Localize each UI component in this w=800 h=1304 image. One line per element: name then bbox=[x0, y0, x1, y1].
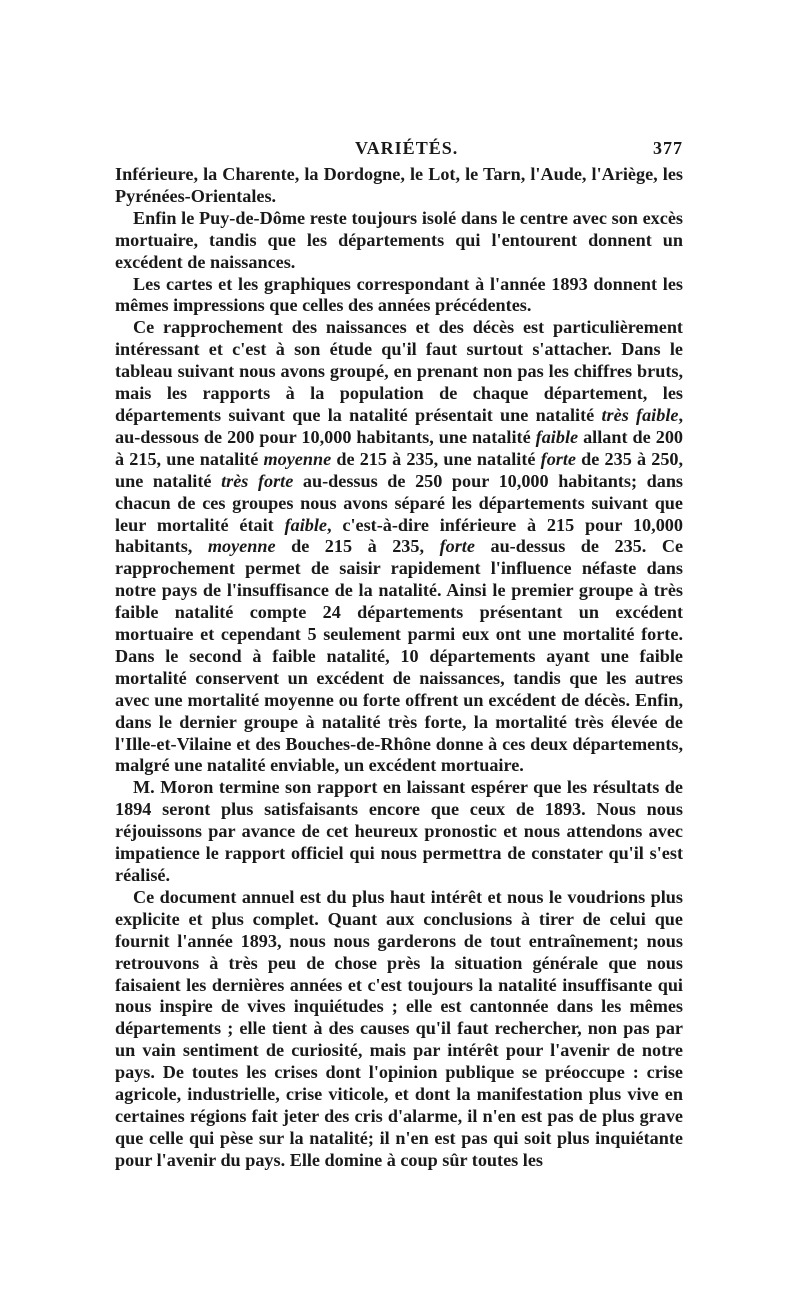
p4-emphasis-forte: forte bbox=[540, 448, 576, 469]
running-head bbox=[115, 138, 683, 164]
p4-emphasis-tres-faible: très faible bbox=[601, 404, 679, 425]
section-title: VARIÉTÉS. bbox=[355, 138, 459, 158]
page-number: 377 bbox=[653, 138, 683, 158]
p4-emphasis-mortalite-moyenne: moyenne bbox=[207, 536, 276, 557]
p4-text-4: de 215 à 235, une natalité bbox=[336, 448, 536, 469]
p4-emphasis-moyenne: moyenne bbox=[263, 448, 332, 469]
paragraph-1: Inférieure, la Charente, la Dordogne, le Lot, le Tarn, l'Aude, l'Ariège, les Pyrénées-Orientales. bbox=[115, 164, 683, 206]
p4-text-7: , c'est-à-dire inférieure à 215 pour 10,000 habitants, bbox=[115, 514, 683, 557]
p4-emphasis-mortalite-forte: forte bbox=[439, 536, 475, 557]
p4-emphasis-faible: faible bbox=[535, 426, 579, 447]
p4-text-9: au-dessus de 235. Ce rapprochement permet de saisir rapidement l'influence néfaste dans notre pays de l'insuffisance de la natalité. Ainsi le premier groupe à très faible natalité compte 24 départements présentant un excédent mortuaire et cependant 5 seulement parmi eux ont une mortalité forte. Dans le second à faible natalité, 10 départements ayant une faible mortalité conservent un excédent de naissances, tandis que les autres avec une mortalité moyenne ou forte offrent un excédent de décès. Enfin, dans le dernier groupe à natalité très forte, la mortalité très élevée de l'Ille-et-Vilaine et des Bouches-de-Rhône donne à ces deux départements, malgré une natalité enviable, un excédent mortuaire. bbox=[115, 536, 684, 776]
body-text bbox=[115, 164, 683, 1172]
paragraph-4 bbox=[115, 317, 683, 777]
p4-text-6: au-dessus de 250 pour 10,000 habitants; dans chacun de ces groupes nous avons séparé les départements suivant que leur mortalité était bbox=[115, 470, 684, 535]
p4-text-8: de 215 à 235, bbox=[291, 536, 425, 557]
paragraph-5: M. Moron termine son rapport en laissant espérer que les résultats de 1894 seront plus satisfaisants encore que ceux de 1893. Nous nous réjouissons par avance de cet heureux pronostic et nous attendons avec impatience le rapport officiel qui nous permettra de constater qu'il s'est réalisé. bbox=[115, 777, 683, 885]
paragraph-2: Enfin le Puy-de-Dôme reste toujours isolé dans le centre avec son excès mortuaire, tandis que les départements qui l'entourent donnent un excédent de naissances. bbox=[115, 207, 683, 272]
book-page bbox=[115, 138, 683, 1172]
p4-text-1: Ce rapprochement des naissances et des décès est particulièrement intéressant et c'est à son étude qu'il faut surtout s'attacher. Dans le tableau suivant nous avons groupé, en prenant non pas les chiffres bruts, mais les rapports à la population de chaque département, les départements suivant que la natalité présentait une natalité bbox=[115, 317, 683, 425]
paragraph-6: Ce document annuel est du plus haut intérêt et nous le voudrions plus explicite et plus complet. Quant aux conclusions à tirer de celui que fournit l'année 1893, nous nous garderons de tout entraînement; nous retrouvons à très peu de chose près la situation générale que nous faisaient les dernières années et c'est toujours la natalité insuffisante qui nous inspire de vives inquiétudes ; elle est cantonnée dans les mêmes départements ; elle tient à des causes qu'il faut rechercher, non pas par un vain sentiment de curiosité, mais par intérêt pour l'avenir de notre pays. De toutes les crises dont l'opinion publique se préoccupe : crise agricole, industrielle, crise viticole, et dont la manifestation plus vive en certaines régions fait jeter des cris d'alarme, il n'en est pas de plus grave que celle qui pèse sur la natalité; il n'en est pas qui soit plus inquiétante pour l'avenir du pays. Elle domine à coup sûr toutes les bbox=[115, 886, 683, 1170]
p4-text-5: de 235 à 250, une natalité bbox=[115, 448, 684, 491]
p4-emphasis-tres-forte: très forte bbox=[221, 470, 294, 491]
p4-text-3: allant de 200 à 215, une natalité bbox=[115, 426, 684, 469]
p4-text-2: , au-dessous de 200 pour 10,000 habitants, une natalité bbox=[115, 404, 683, 447]
p4-emphasis-mortalite-faible: faible bbox=[284, 514, 327, 535]
paragraph-3: Les cartes et les graphiques correspondant à l'année 1893 donnent les mêmes impressions que celles des années précédentes. bbox=[115, 273, 683, 316]
